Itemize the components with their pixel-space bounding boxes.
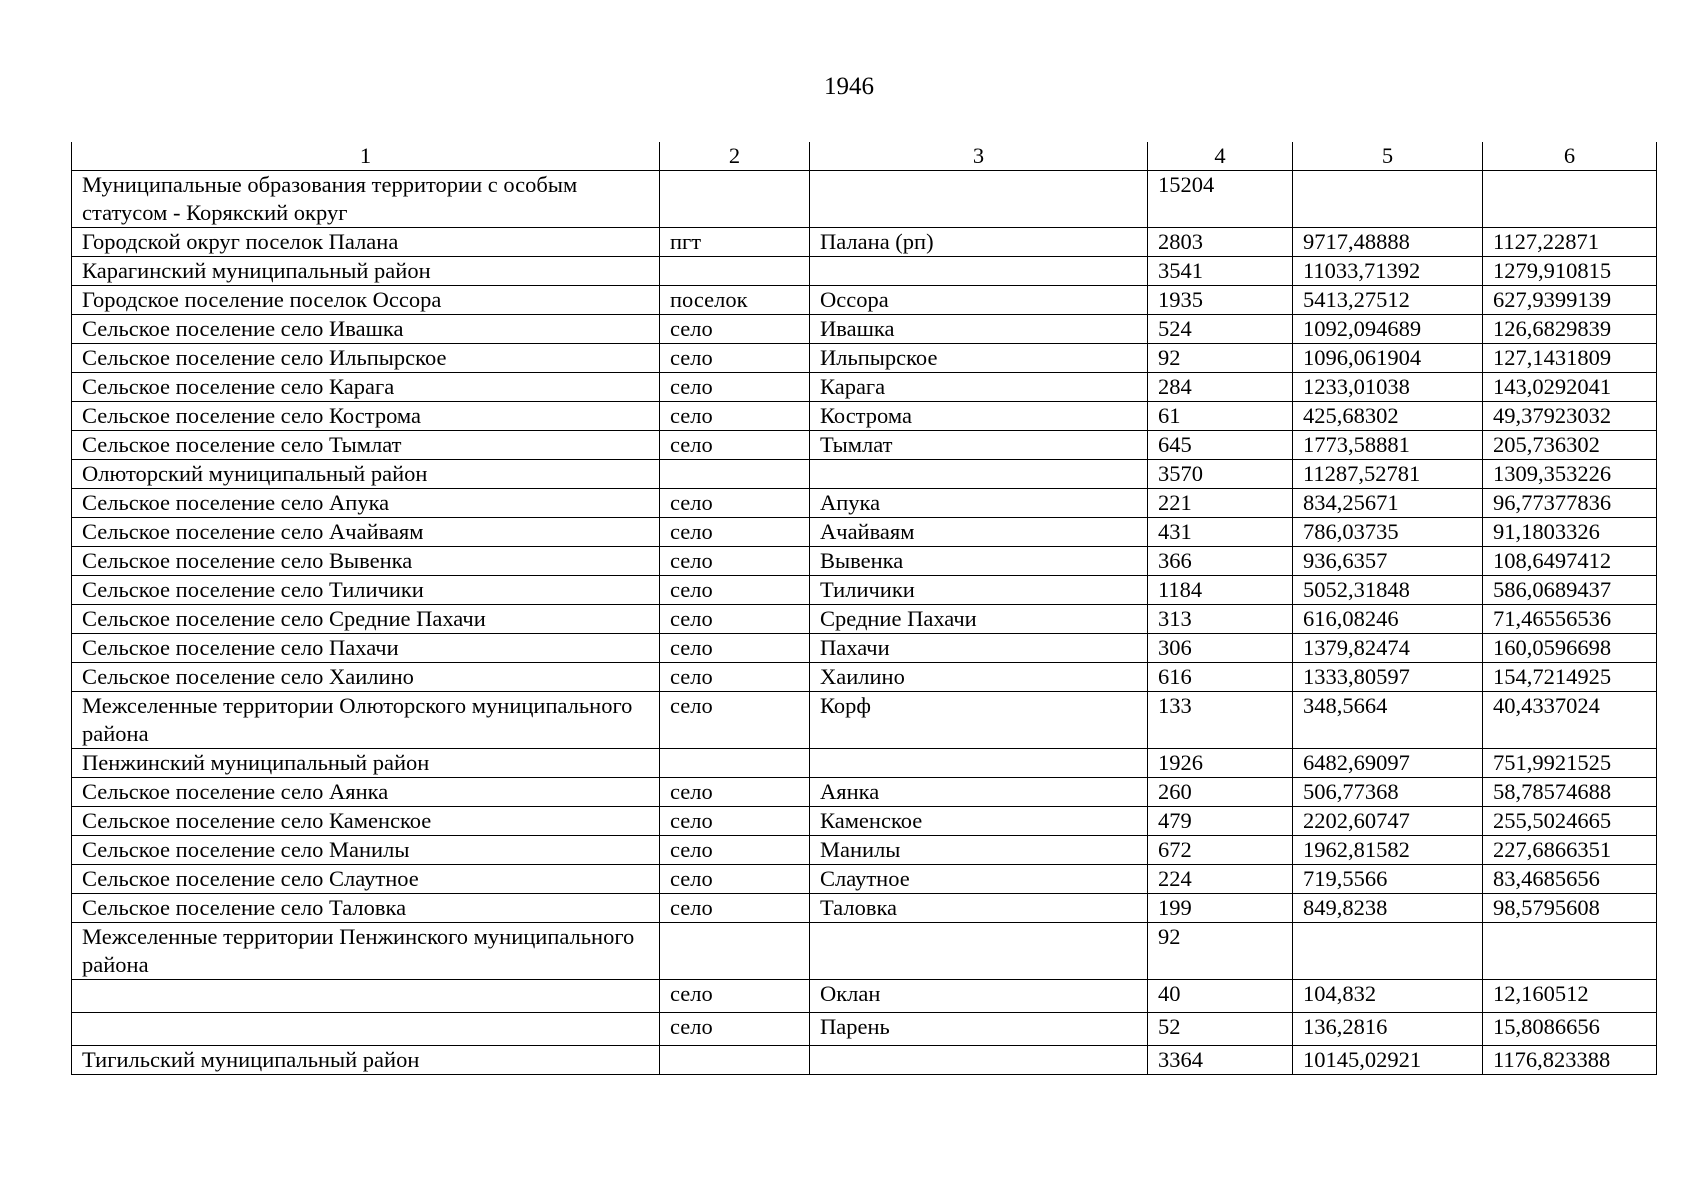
settlement-cell: Манилы xyxy=(810,836,1148,865)
settlement-cell: Карага xyxy=(810,373,1148,402)
value-4-cell: 306 xyxy=(1148,634,1293,663)
value-4-cell: 221 xyxy=(1148,489,1293,518)
column-header: 3 xyxy=(810,142,1148,171)
value-5-cell: 506,77368 xyxy=(1293,778,1483,807)
settlement-cell: Оклан xyxy=(810,980,1148,1013)
table-row xyxy=(72,836,1657,865)
value-5-cell: 786,03735 xyxy=(1293,518,1483,547)
name-cell: Сельское поселение село Кострома xyxy=(72,402,660,431)
settlement-cell: Тиличики xyxy=(810,576,1148,605)
type-cell: село xyxy=(660,1013,810,1046)
value-5-cell: 1333,80597 xyxy=(1293,663,1483,692)
settlement-cell: Оссора xyxy=(810,286,1148,315)
settlement-cell: Аянка xyxy=(810,778,1148,807)
value-6-cell: 83,4685656 xyxy=(1483,865,1657,894)
table-row xyxy=(72,518,1657,547)
table-row xyxy=(72,489,1657,518)
value-6-cell: 586,0689437 xyxy=(1483,576,1657,605)
value-6-cell xyxy=(1483,923,1657,980)
column-header: 6 xyxy=(1483,142,1657,171)
value-6-cell: 127,1431809 xyxy=(1483,344,1657,373)
type-cell: село xyxy=(660,836,810,865)
value-5-cell: 5052,31848 xyxy=(1293,576,1483,605)
table-row xyxy=(72,576,1657,605)
type-cell xyxy=(660,171,810,228)
table-row xyxy=(72,807,1657,836)
settlement-cell: Вывенка xyxy=(810,547,1148,576)
name-cell: Олюторский муниципальный район xyxy=(72,460,660,489)
table-row xyxy=(72,373,1657,402)
type-cell: село xyxy=(660,663,810,692)
name-cell: Сельское поселение село Тиличики xyxy=(72,576,660,605)
type-cell: село xyxy=(660,807,810,836)
type-cell: село xyxy=(660,576,810,605)
column-header: 1 xyxy=(72,142,660,171)
value-4-cell: 431 xyxy=(1148,518,1293,547)
table-row xyxy=(72,605,1657,634)
type-cell: село xyxy=(660,865,810,894)
type-cell xyxy=(660,923,810,980)
value-6-cell: 143,0292041 xyxy=(1483,373,1657,402)
value-5-cell: 834,25671 xyxy=(1293,489,1483,518)
value-5-cell: 425,68302 xyxy=(1293,402,1483,431)
name-cell: Межселенные территории Олюторского муниципального района xyxy=(72,692,660,749)
name-cell xyxy=(72,980,660,1013)
name-cell: Городское поселение поселок Оссора xyxy=(72,286,660,315)
type-cell xyxy=(660,460,810,489)
value-4-cell: 284 xyxy=(1148,373,1293,402)
value-5-cell: 849,8238 xyxy=(1293,894,1483,923)
name-cell: Сельское поселение село Апука xyxy=(72,489,660,518)
column-header: 5 xyxy=(1293,142,1483,171)
value-6-cell: 126,6829839 xyxy=(1483,315,1657,344)
value-6-cell: 71,46556536 xyxy=(1483,605,1657,634)
value-6-cell: 1279,910815 xyxy=(1483,257,1657,286)
value-6-cell: 98,5795608 xyxy=(1483,894,1657,923)
value-6-cell: 751,9921525 xyxy=(1483,749,1657,778)
table-header-row xyxy=(72,142,1657,171)
value-6-cell: 96,77377836 xyxy=(1483,489,1657,518)
value-5-cell: 5413,27512 xyxy=(1293,286,1483,315)
name-cell: Сельское поселение село Таловка xyxy=(72,894,660,923)
value-4-cell: 2803 xyxy=(1148,228,1293,257)
settlement-cell xyxy=(810,1046,1148,1075)
value-6-cell: 15,8086656 xyxy=(1483,1013,1657,1046)
settlement-cell: Слаутное xyxy=(810,865,1148,894)
value-4-cell: 524 xyxy=(1148,315,1293,344)
value-4-cell: 260 xyxy=(1148,778,1293,807)
value-4-cell: 313 xyxy=(1148,605,1293,634)
type-cell: поселок xyxy=(660,286,810,315)
name-cell: Пенжинский муниципальный район xyxy=(72,749,660,778)
value-4-cell: 645 xyxy=(1148,431,1293,460)
value-5-cell: 2202,60747 xyxy=(1293,807,1483,836)
table-row xyxy=(72,344,1657,373)
value-5-cell: 348,5664 xyxy=(1293,692,1483,749)
value-4-cell: 3541 xyxy=(1148,257,1293,286)
table-row xyxy=(72,1013,1657,1046)
name-cell: Тигильский муниципальный район xyxy=(72,1046,660,1075)
name-cell: Сельское поселение село Вывенка xyxy=(72,547,660,576)
table-row xyxy=(72,1046,1657,1075)
name-cell: Сельское поселение село Манилы xyxy=(72,836,660,865)
value-5-cell: 1773,58881 xyxy=(1293,431,1483,460)
value-6-cell: 160,0596698 xyxy=(1483,634,1657,663)
column-header: 2 xyxy=(660,142,810,171)
table-row xyxy=(72,431,1657,460)
value-6-cell: 1127,22871 xyxy=(1483,228,1657,257)
data-table xyxy=(71,142,1657,1075)
table-body xyxy=(72,171,1657,1075)
value-5-cell: 104,832 xyxy=(1293,980,1483,1013)
type-cell: село xyxy=(660,431,810,460)
table-row xyxy=(72,778,1657,807)
type-cell xyxy=(660,1046,810,1075)
value-5-cell: 11287,52781 xyxy=(1293,460,1483,489)
table-row xyxy=(72,894,1657,923)
name-cell: Сельское поселение село Пахачи xyxy=(72,634,660,663)
value-4-cell: 92 xyxy=(1148,923,1293,980)
column-header: 4 xyxy=(1148,142,1293,171)
settlement-cell: Пахачи xyxy=(810,634,1148,663)
settlement-cell xyxy=(810,923,1148,980)
settlement-cell: Ивашка xyxy=(810,315,1148,344)
value-4-cell: 479 xyxy=(1148,807,1293,836)
value-4-cell: 199 xyxy=(1148,894,1293,923)
type-cell: пгт xyxy=(660,228,810,257)
value-6-cell: 255,5024665 xyxy=(1483,807,1657,836)
value-5-cell: 936,6357 xyxy=(1293,547,1483,576)
table-row xyxy=(72,171,1657,228)
value-4-cell: 224 xyxy=(1148,865,1293,894)
value-4-cell: 52 xyxy=(1148,1013,1293,1046)
settlement-cell xyxy=(810,749,1148,778)
table-row xyxy=(72,634,1657,663)
value-4-cell: 366 xyxy=(1148,547,1293,576)
type-cell xyxy=(660,749,810,778)
name-cell: Сельское поселение село Аянка xyxy=(72,778,660,807)
name-cell: Муниципальные образования территории с особым статусом - Корякский округ xyxy=(72,171,660,228)
settlement-cell: Корф xyxy=(810,692,1148,749)
name-cell: Сельское поселение село Ачайваям xyxy=(72,518,660,547)
table-row xyxy=(72,460,1657,489)
settlement-cell: Хаилино xyxy=(810,663,1148,692)
table-row xyxy=(72,315,1657,344)
page-number: 1946 xyxy=(824,73,874,100)
settlement-cell: Средние Пахачи xyxy=(810,605,1148,634)
value-5-cell xyxy=(1293,171,1483,228)
value-4-cell: 40 xyxy=(1148,980,1293,1013)
type-cell: село xyxy=(660,634,810,663)
type-cell: село xyxy=(660,547,810,576)
table-row xyxy=(72,692,1657,749)
type-cell: село xyxy=(660,894,810,923)
name-cell: Сельское поселение село Тымлат xyxy=(72,431,660,460)
value-6-cell: 91,1803326 xyxy=(1483,518,1657,547)
table-row xyxy=(72,286,1657,315)
value-6-cell: 227,6866351 xyxy=(1483,836,1657,865)
type-cell: село xyxy=(660,605,810,634)
type-cell: село xyxy=(660,344,810,373)
table-row xyxy=(72,402,1657,431)
table-row xyxy=(72,749,1657,778)
value-6-cell: 49,37923032 xyxy=(1483,402,1657,431)
value-5-cell: 719,5566 xyxy=(1293,865,1483,894)
settlement-cell: Тымлат xyxy=(810,431,1148,460)
type-cell: село xyxy=(660,778,810,807)
name-cell: Городской округ поселок Палана xyxy=(72,228,660,257)
type-cell: село xyxy=(660,373,810,402)
value-6-cell: 12,160512 xyxy=(1483,980,1657,1013)
value-4-cell: 3364 xyxy=(1148,1046,1293,1075)
name-cell: Сельское поселение село Хаилино xyxy=(72,663,660,692)
value-6-cell: 627,9399139 xyxy=(1483,286,1657,315)
value-6-cell: 205,736302 xyxy=(1483,431,1657,460)
table-row xyxy=(72,980,1657,1013)
type-cell xyxy=(660,257,810,286)
value-4-cell: 3570 xyxy=(1148,460,1293,489)
value-6-cell: 1176,823388 xyxy=(1483,1046,1657,1075)
settlement-cell: Палана (рп) xyxy=(810,228,1148,257)
settlement-cell: Ильпырское xyxy=(810,344,1148,373)
value-6-cell: 154,7214925 xyxy=(1483,663,1657,692)
name-cell: Сельское поселение село Ивашка xyxy=(72,315,660,344)
type-cell: село xyxy=(660,518,810,547)
table-row xyxy=(72,865,1657,894)
value-5-cell: 616,08246 xyxy=(1293,605,1483,634)
name-cell: Сельское поселение село Каменское xyxy=(72,807,660,836)
value-5-cell: 1096,061904 xyxy=(1293,344,1483,373)
value-5-cell: 136,2816 xyxy=(1293,1013,1483,1046)
settlement-cell: Ачайваям xyxy=(810,518,1148,547)
type-cell: село xyxy=(660,402,810,431)
value-5-cell: 1962,81582 xyxy=(1293,836,1483,865)
value-4-cell: 616 xyxy=(1148,663,1293,692)
value-6-cell: 108,6497412 xyxy=(1483,547,1657,576)
value-5-cell: 1379,82474 xyxy=(1293,634,1483,663)
table-row xyxy=(72,228,1657,257)
settlement-cell xyxy=(810,460,1148,489)
value-4-cell: 672 xyxy=(1148,836,1293,865)
settlement-cell: Таловка xyxy=(810,894,1148,923)
value-4-cell: 1184 xyxy=(1148,576,1293,605)
value-4-cell: 15204 xyxy=(1148,171,1293,228)
settlement-cell xyxy=(810,257,1148,286)
value-4-cell: 1935 xyxy=(1148,286,1293,315)
name-cell: Сельское поселение село Карага xyxy=(72,373,660,402)
value-5-cell xyxy=(1293,923,1483,980)
table-row xyxy=(72,257,1657,286)
value-6-cell: 58,78574688 xyxy=(1483,778,1657,807)
value-6-cell: 1309,353226 xyxy=(1483,460,1657,489)
type-cell: село xyxy=(660,980,810,1013)
type-cell: село xyxy=(660,489,810,518)
table-row xyxy=(72,923,1657,980)
type-cell: село xyxy=(660,692,810,749)
value-4-cell: 133 xyxy=(1148,692,1293,749)
value-5-cell: 1092,094689 xyxy=(1293,315,1483,344)
value-5-cell: 9717,48888 xyxy=(1293,228,1483,257)
value-4-cell: 61 xyxy=(1148,402,1293,431)
value-5-cell: 11033,71392 xyxy=(1293,257,1483,286)
settlement-cell xyxy=(810,171,1148,228)
name-cell: Карагинский муниципальный район xyxy=(72,257,660,286)
settlement-cell: Кострома xyxy=(810,402,1148,431)
name-cell: Сельское поселение село Слаутное xyxy=(72,865,660,894)
type-cell: село xyxy=(660,315,810,344)
value-6-cell xyxy=(1483,171,1657,228)
value-6-cell: 40,4337024 xyxy=(1483,692,1657,749)
value-4-cell: 92 xyxy=(1148,344,1293,373)
settlement-cell: Парень xyxy=(810,1013,1148,1046)
table-row xyxy=(72,547,1657,576)
table-row xyxy=(72,663,1657,692)
settlement-cell: Каменское xyxy=(810,807,1148,836)
value-5-cell: 1233,01038 xyxy=(1293,373,1483,402)
value-5-cell: 6482,69097 xyxy=(1293,749,1483,778)
value-5-cell: 10145,02921 xyxy=(1293,1046,1483,1075)
value-4-cell: 1926 xyxy=(1148,749,1293,778)
name-cell: Межселенные территории Пенжинского муниципального района xyxy=(72,923,660,980)
settlement-cell: Апука xyxy=(810,489,1148,518)
name-cell: Сельское поселение село Средние Пахачи xyxy=(72,605,660,634)
name-cell: Сельское поселение село Ильпырское xyxy=(72,344,660,373)
name-cell xyxy=(72,1013,660,1046)
